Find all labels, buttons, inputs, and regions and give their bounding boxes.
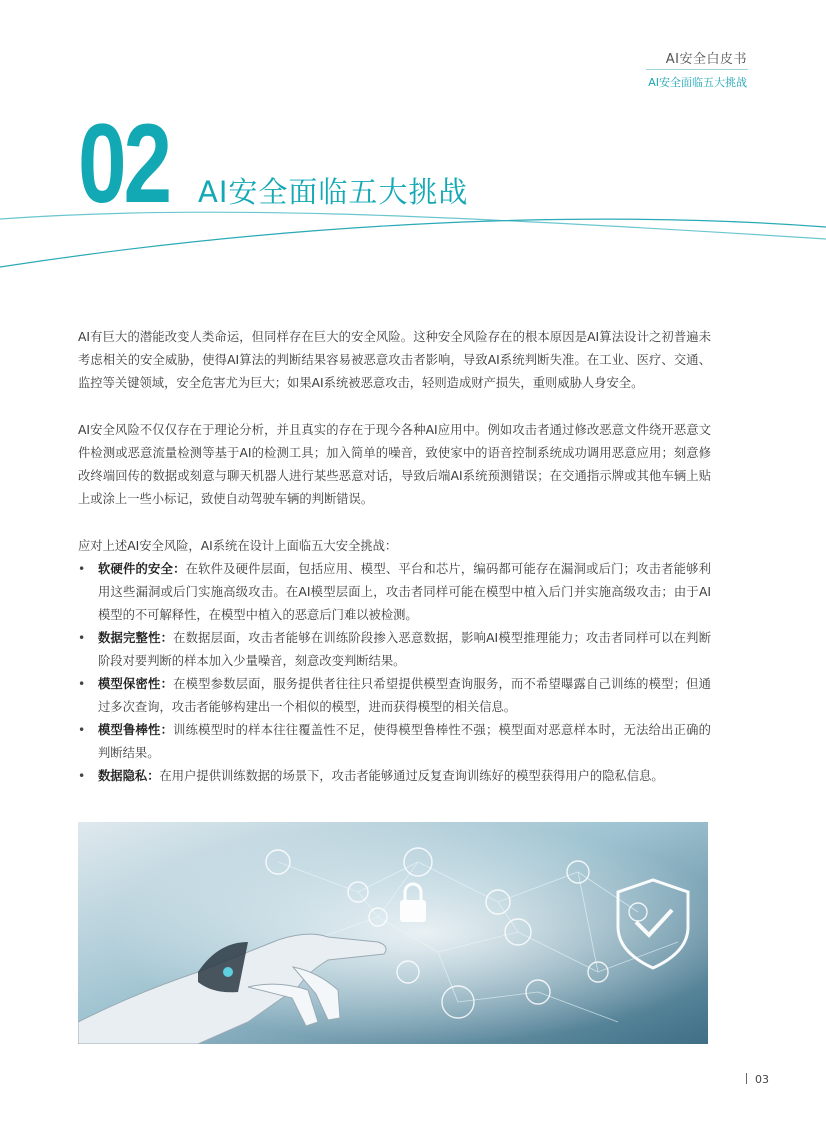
bullet-icon: • [78, 631, 86, 645]
page-number-value: 03 [755, 1073, 769, 1086]
challenges-list [78, 558, 711, 788]
challenge-term: 数据完整性： [98, 631, 174, 645]
challenge-term: 模型鲁棒性： [98, 723, 174, 737]
list-item [78, 558, 711, 627]
list-item [78, 627, 711, 673]
list-item [78, 719, 711, 765]
list-item [78, 765, 711, 788]
bullet-icon: • [78, 677, 86, 691]
challenge-text: 在模型参数层面，服务提供者往往只希望提供模型查询服务，而不希望曝露自己训练的模型；但通过多次查询，攻击者能够构建出一个相似的模型，进而获得模型的相关信息。 [98, 677, 711, 714]
body-content [78, 326, 711, 788]
challenge-term: 软硬件的安全： [98, 562, 186, 576]
chapter-number: 02 [78, 101, 169, 226]
chapter-title: AI安全面临五大挑战 [198, 175, 469, 209]
section-subtitle: AI安全面临五大挑战 [648, 76, 747, 89]
challenges-intro: 应对上述AI安全风险，AI系统在设计上面临五大安全挑战： [78, 539, 398, 553]
challenge-text: 在用户提供训练数据的场景下，攻击者能够通过反复查询训练好的模型获得用户的隐私信息。 [159, 769, 664, 783]
challenge-text: 在数据层面，攻击者能够在训练阶段掺入恶意数据，影响AI模型推理能力；攻击者同样可以在判断阶段对要判断的样本加入少量噪音，刻意改变判断结果。 [98, 631, 711, 668]
page-number [746, 1073, 769, 1086]
challenge-term: 模型保密性： [98, 677, 174, 691]
challenge-text: 训练模型时的样本往往覆盖性不足，使得模型鲁棒性不强；模型面对恶意样本时，无法给出正确的判断结果。 [98, 723, 711, 760]
challenge-term: 数据隐私： [98, 769, 160, 783]
paragraph-1: AI有巨大的潜能改变人类命运，但同样存在巨大的安全风险。这种安全风险存在的根本原因是AI算法设计之初普遍未考虑相关的安全威胁，使得AI算法的判断结果容易被恶意攻击者影响，导致AI系统判断失准。在工业、医疗、交通、监控等关键领域，安全危害尤为巨大；如果AI系统被恶意攻击，轻则造成财产损失，重则威胁人身安全。 [78, 330, 711, 390]
bullet-icon: • [78, 562, 86, 576]
list-item [78, 673, 711, 719]
decorative-wave-lines [0, 205, 826, 285]
robot-hand-security-image [78, 822, 708, 1044]
bullet-icon: • [78, 723, 86, 737]
document-title: AI安全白皮书 [665, 52, 747, 67]
page-number-divider [746, 1073, 747, 1084]
challenge-text: 在软件及硬件层面，包括应用、模型、平台和芯片，编码都可能存在漏洞或后门；攻击者能够利用这些漏洞或后门实施高级攻击。在AI模型层面上，攻击者同样可能在模型中植入后门并实施高级攻击；由于AI模型的不可解释性，在模型中植入的恶意后门难以被检测。 [98, 562, 711, 622]
bullet-icon: • [78, 769, 86, 783]
paragraph-2: AI安全风险不仅仅存在于理论分析，并且真实的存在于现今各种AI应用中。例如攻击者通过修改恶意文件绕开恶意文件检测或恶意流量检测等基于AI的检测工具；加入简单的噪音，致使家中的语音控制系统成功调用恶意应用；刻意修改终端回传的数据或刻意与聊天机器人进行某些恶意对话，导致后端AI系统预测错误；在交通指示牌或其他车辆上贴上或涂上一些小标记，致使自动驾驶车辆的判断错误。 [78, 423, 711, 506]
header-divider [646, 69, 748, 70]
